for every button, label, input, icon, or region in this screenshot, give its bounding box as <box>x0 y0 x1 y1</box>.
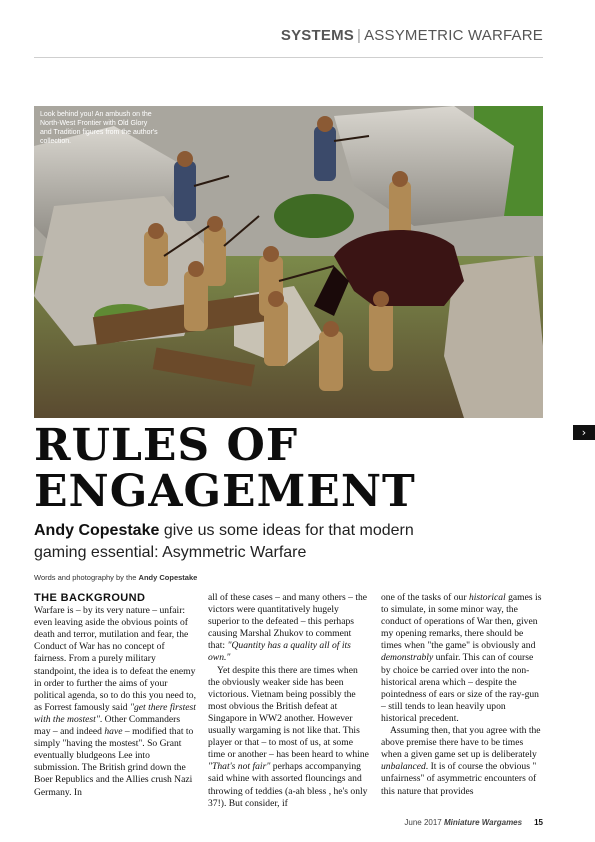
body-column-1 <box>34 592 196 799</box>
body-text: perhaps accompanying said whine with assorted flouncings and throwing of teddies (a-ah bless , he's only 37!). But consider, if <box>208 761 368 809</box>
paragraph <box>381 592 543 725</box>
title-line-1: RULES OF <box>34 420 299 471</box>
standfirst-text-a: give us some ideas for that modern <box>163 522 414 539</box>
miniatures-photo-illustration <box>34 106 543 418</box>
standfirst <box>34 520 534 564</box>
photo-caption: Look behind you! An ambush on the North-West Frontier with Old Glory and Tradition figures from the author's collection. <box>40 111 158 145</box>
body-text: Yet despite this there are times when the obviously weaker side has been victorious. Vietnam being possibly the most obvious the British defeat at Singapore in WW2 another. However usually wargaming is not like that. This player or that – to most of us, at some time or another – has been heard to whine <box>208 664 369 761</box>
page-footer <box>404 818 543 827</box>
emphasis-text: demonstrably <box>381 652 434 664</box>
credit-prefix: Words and photography by the <box>34 573 137 582</box>
section-separator: | <box>356 27 362 44</box>
section-topic: ASSYMETRIC WARFARE <box>364 27 543 44</box>
credit-author: Andy Copestake <box>138 573 198 582</box>
page-number: 15 <box>534 818 543 827</box>
body-column-2 <box>208 592 370 810</box>
issue-date: June 2017 <box>404 818 442 827</box>
section-heading: THE BACKGROUND <box>34 592 146 604</box>
paragraph <box>208 592 370 665</box>
emphasis-text: unbalanced <box>381 761 426 773</box>
body-text: – modified that to simply "having the mostest". So Grant eventually bludgeons Lee into submission. The British grind down the Boer Republics and the Allies crush Nazi Germany. In <box>34 726 194 798</box>
page-tab-chevron-icon[interactable]: › <box>573 425 595 440</box>
paragraph <box>34 605 196 799</box>
paragraph <box>208 665 370 810</box>
body-text: Assuming then, that you agree with the above premise there have to be times when a given game set up is deliberately <box>381 725 541 761</box>
quote-text: "That's not fair" <box>208 761 271 773</box>
body-text: Warfare is – by its very nature – unfair: even leaving aside the obvious points of death and terror, mutilation and fear, the Conduct of War has no concept of fairness. From a purely military standpoint, the idea is to defeat the enemy in order to further the aims of your political agenda, so to do this you need to, as Forrest famously said <box>34 605 196 713</box>
byline-credit <box>34 573 197 582</box>
quote-text: "Quantity has a quality all of its own." <box>208 640 351 664</box>
section-header <box>281 27 543 44</box>
body-text: unfair. This can of course by choice be carried over into the non- historical arena which – despite the pointedness of ears or size of the ray-gun – still tends to lean heavily upon historical precedent. <box>381 652 539 724</box>
article-title <box>34 420 554 517</box>
title-line-2: ENGAGEMENT <box>34 466 416 517</box>
emphasis-text: have <box>104 726 123 738</box>
section-label: SYSTEMS <box>280 27 354 44</box>
body-text: . Other Commanders may – and indeed <box>34 713 181 738</box>
body-text: all of these cases – and many others – the victors were quantitatively hugely superior to the defeated – this perhaps causing Marshal Zhukov to comment that: <box>208 592 368 652</box>
body-text: games is to simulate, in some minor way, the conduct of operations of War then, given my opening remarks, there should be times when "the game" is obviously and <box>381 592 542 652</box>
standfirst-author: Andy Copestake <box>34 522 160 539</box>
feature-photo <box>34 106 543 418</box>
quote-text: "get there firstest with the mostest" <box>34 701 196 725</box>
paragraph <box>381 725 543 798</box>
body-text: . It is of course the obvious " unfairness" of asymmetric encounters of this nature that provides <box>381 761 537 797</box>
body-column-3 <box>381 592 543 798</box>
magazine-name: Miniature Wargames <box>443 818 523 827</box>
body-text: one of the tasks of our <box>381 592 467 603</box>
header-rule <box>34 57 543 58</box>
emphasis-text: historical <box>468 592 506 603</box>
standfirst-text-b: gaming essential: Asymmetric Warfare <box>34 544 307 561</box>
